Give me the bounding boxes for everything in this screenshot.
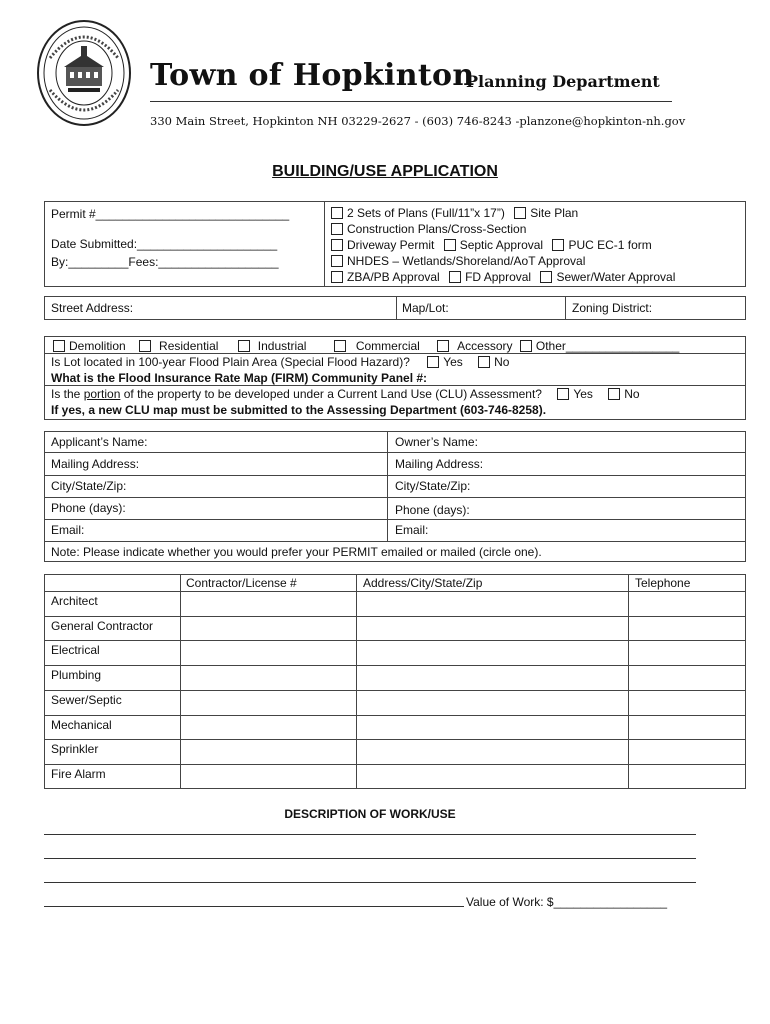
clu-yes-label: Yes bbox=[573, 387, 593, 401]
form-title: BUILDING/USE APPLICATION bbox=[272, 163, 498, 180]
table-row-divider bbox=[44, 640, 746, 641]
table-row-divider bbox=[44, 739, 746, 740]
plans-sets-checkbox[interactable] bbox=[331, 207, 343, 219]
contractors-table bbox=[44, 574, 746, 789]
applicant-email-field[interactable]: Email: bbox=[51, 523, 85, 537]
table-row-label: General Contractor bbox=[51, 619, 154, 633]
description-line[interactable] bbox=[44, 858, 696, 859]
table-row-label: Architect bbox=[51, 594, 98, 608]
town-title: Town of Hopkinton bbox=[150, 58, 475, 93]
nhdes-checkbox[interactable] bbox=[331, 255, 343, 267]
puc-form-checkbox[interactable] bbox=[552, 239, 564, 251]
firm-panel-question: What is the Flood Insurance Rate Map (FIRM) Community Panel #: bbox=[51, 371, 428, 385]
town-address: 330 Main Street, Hopkinton NH 03229-2627 - (603) 746-8243 -planzone@hopkinton-nh.gov bbox=[150, 114, 686, 128]
date-submitted-field[interactable]: Date Submitted:_____________________ bbox=[51, 237, 278, 251]
permit-delivery-note: Note: Please indicate whether you would prefer your PERMIT emailed or mailed (circle one). bbox=[51, 545, 542, 559]
fd-approval-checkbox[interactable] bbox=[449, 271, 461, 283]
construction-plans-label: Construction Plans/Cross-Section bbox=[347, 222, 527, 236]
residential-checkbox[interactable] bbox=[139, 340, 151, 352]
clu-question-post: of the property to be developed under a Current Land Use (CLU) Assessment? bbox=[120, 387, 542, 401]
flood-yes-label: Yes bbox=[443, 355, 463, 369]
header-divider bbox=[150, 101, 672, 102]
applicant-phone-field[interactable]: Phone (days): bbox=[51, 501, 126, 515]
flood-no-checkbox[interactable] bbox=[478, 356, 490, 368]
table-row-divider bbox=[44, 616, 746, 617]
description-title: DESCRIPTION OF WORK/USE bbox=[284, 807, 456, 821]
description-line[interactable] bbox=[44, 834, 696, 835]
table-row-label: Electrical bbox=[51, 643, 100, 657]
zoning-district-field[interactable]: Zoning District: bbox=[572, 301, 653, 315]
other-checkbox[interactable] bbox=[520, 340, 532, 352]
other-label[interactable]: Other_________________ bbox=[535, 339, 680, 353]
septic-approval-label: Septic Approval bbox=[459, 238, 544, 252]
site-plan-checkbox[interactable] bbox=[514, 207, 526, 219]
applicant-city-field[interactable]: City/State/Zip: bbox=[51, 479, 127, 493]
description-line[interactable] bbox=[44, 906, 464, 907]
owner-name-field[interactable]: Owner’s Name: bbox=[395, 435, 478, 449]
nhdes-label: NHDES – Wetlands/Shoreland/AoT Approval bbox=[347, 254, 586, 268]
street-address-field[interactable]: Street Address: bbox=[51, 301, 134, 315]
puc-form-label: PUC EC-1 form bbox=[568, 238, 652, 252]
map-lot-field[interactable]: Map/Lot: bbox=[402, 301, 449, 315]
construction-plans-checkbox[interactable] bbox=[331, 223, 343, 235]
col-header-address: Address/City/State/Zip bbox=[363, 576, 483, 590]
clu-question-pre: Is the bbox=[51, 387, 84, 401]
clu-no-checkbox[interactable] bbox=[608, 388, 620, 400]
zba-pb-label: ZBA/PB Approval bbox=[347, 270, 440, 284]
clu-note: If yes, a new CLU map must be submitted to the Assessing Department (603-746-8258). bbox=[51, 403, 547, 417]
owner-city-field[interactable]: City/State/Zip: bbox=[395, 479, 471, 493]
table-row-divider bbox=[44, 665, 746, 666]
clu-no-label: No bbox=[624, 387, 640, 401]
plans-sets-label: 2 Sets of Plans (Full/11”x 17”) bbox=[347, 206, 505, 220]
description-line[interactable] bbox=[44, 882, 696, 883]
value-of-work-field[interactable]: Value of Work: $_________________ bbox=[466, 895, 668, 909]
table-row-divider bbox=[44, 715, 746, 716]
driveway-permit-label: Driveway Permit bbox=[347, 238, 435, 252]
clu-yes-checkbox[interactable] bbox=[557, 388, 569, 400]
fd-approval-label: FD Approval bbox=[465, 270, 532, 284]
col-header-contractor: Contractor/License # bbox=[186, 576, 297, 590]
by-fees-field[interactable]: By:_________Fees:__________________ bbox=[51, 255, 279, 269]
owner-email-field[interactable]: Email: bbox=[395, 523, 429, 537]
table-row-divider bbox=[44, 764, 746, 765]
department-name: Planning Department bbox=[466, 72, 660, 91]
permit-number-field[interactable]: Permit #_____________________________ bbox=[51, 207, 290, 221]
demolition-label: Demolition bbox=[69, 339, 126, 353]
table-row-label: Mechanical bbox=[51, 718, 112, 732]
table-row-divider bbox=[44, 690, 746, 691]
septic-approval-checkbox[interactable] bbox=[444, 239, 456, 251]
industrial-label: Industrial bbox=[257, 339, 307, 353]
applicant-mailing-field[interactable]: Mailing Address: bbox=[51, 457, 140, 471]
sewer-water-checkbox[interactable] bbox=[540, 271, 552, 283]
accessory-label: Accessory bbox=[457, 339, 513, 353]
sewer-water-label: Sewer/Water Approval bbox=[556, 270, 676, 284]
commercial-label: Commercial bbox=[355, 339, 420, 353]
applicant-name-field[interactable]: Applicant’s Name: bbox=[51, 435, 148, 449]
driveway-permit-checkbox[interactable] bbox=[331, 239, 343, 251]
flood-yes-checkbox[interactable] bbox=[427, 356, 439, 368]
table-row-label: Plumbing bbox=[51, 668, 102, 682]
zba-pb-checkbox[interactable] bbox=[331, 271, 343, 283]
residential-label: Residential bbox=[159, 339, 219, 353]
industrial-checkbox[interactable] bbox=[238, 340, 250, 352]
flood-plain-question: Is Lot located in 100-year Flood Plain Area (Special Flood Hazard)? bbox=[51, 355, 410, 369]
table-row-label: Sprinkler bbox=[51, 742, 99, 756]
col-header-telephone: Telephone bbox=[635, 576, 691, 590]
owner-phone-field[interactable]: Phone (days): bbox=[395, 503, 470, 517]
table-row-label: Sewer/Septic bbox=[51, 693, 122, 707]
demolition-checkbox[interactable] bbox=[53, 340, 65, 352]
clu-question-portion: portion bbox=[83, 387, 121, 401]
flood-no-label: No bbox=[494, 355, 510, 369]
accessory-checkbox[interactable] bbox=[437, 340, 449, 352]
table-row-label: Fire Alarm bbox=[51, 767, 106, 781]
site-plan-label: Site Plan bbox=[530, 206, 579, 220]
town-seal-image bbox=[36, 18, 132, 128]
owner-mailing-field[interactable]: Mailing Address: bbox=[395, 457, 484, 471]
commercial-checkbox[interactable] bbox=[334, 340, 346, 352]
